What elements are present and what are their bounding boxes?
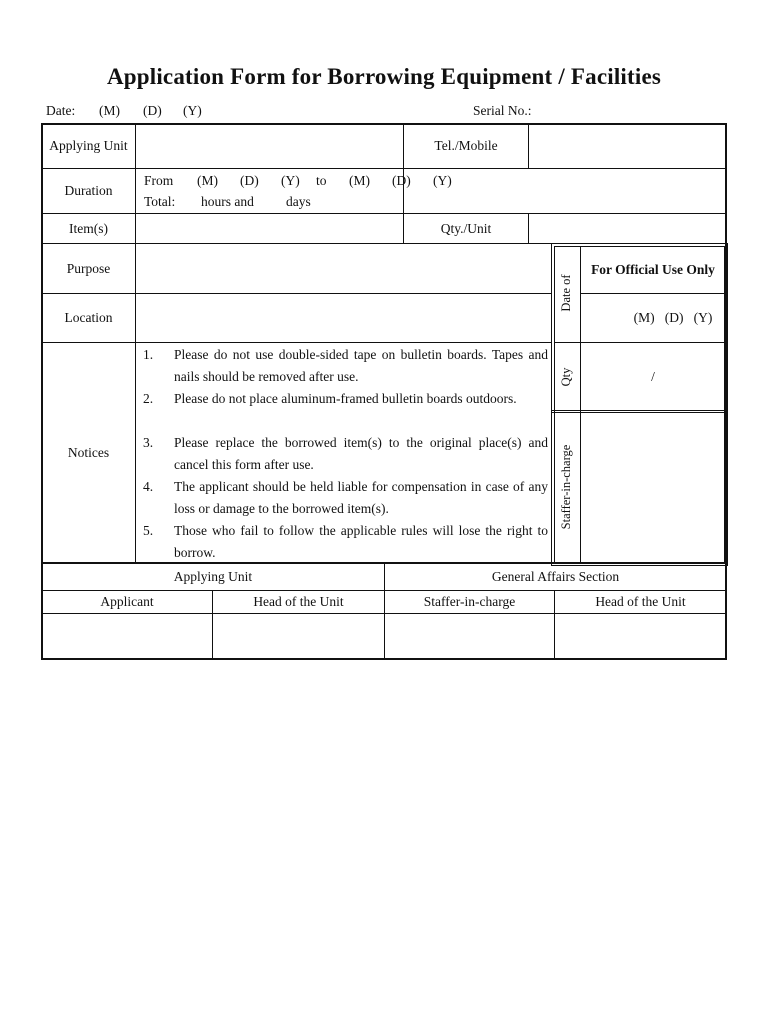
notice-item-1: 1. Please do not use double-sided tape on bulletin boards. Tapes and nails should be removed after use. [143, 347, 548, 384]
total-label: Total: [144, 194, 176, 209]
official-staffer-label: Staffer-in-charge [559, 444, 573, 530]
tel-mobile-field[interactable] [529, 124, 726, 168]
purpose-label: Purpose [66, 260, 111, 276]
to-month: (M) [349, 173, 370, 188]
date-year[interactable]: (Y) [183, 103, 202, 118]
applying-unit-label: Applying Unit [49, 138, 128, 153]
location-field[interactable] [136, 294, 550, 342]
notice-item-2: 2. Please do not place aluminum-framed bulletin boards outdoors. [143, 391, 517, 406]
to-year: (Y) [433, 173, 452, 188]
notice-item-5: 5. Those who fail to follow the applicable rules will lose the right to borrow. [143, 523, 548, 560]
official-date-value[interactable]: (M) (D) (Y) [633, 310, 713, 325]
qty-unit-field[interactable] [529, 214, 726, 243]
sig-head-unit-field-1[interactable] [213, 614, 384, 659]
items-field[interactable] [136, 214, 403, 243]
purpose-field[interactable] [136, 244, 550, 293]
from-month: (M) [197, 173, 218, 188]
duration-field[interactable] [136, 169, 726, 213]
notice-item-4: 4. The applicant should be held liable for compensation in case of any loss or damage to the borrowed item(s). [143, 479, 548, 516]
from-label: From [144, 173, 174, 188]
official-date-label: Date of [559, 274, 573, 312]
sig-head-unit-field-2[interactable] [555, 614, 726, 659]
date-label: Date: [46, 103, 76, 118]
sig-staffer-field[interactable] [385, 614, 554, 659]
official-staffer-field[interactable] [581, 413, 725, 563]
sig-applicant-label: Applicant [100, 594, 154, 609]
to-day: (D) [392, 173, 411, 188]
notices-label: Notices [67, 445, 110, 460]
duration-label: Duration [64, 183, 113, 198]
days-label: days [286, 194, 311, 209]
items-label: Item(s) [69, 220, 108, 236]
from-year: (Y) [281, 173, 300, 188]
qty-unit-label: Qty./Unit [440, 220, 492, 236]
date-day[interactable]: (D) [143, 103, 162, 118]
sig-applicant-field[interactable] [42, 614, 212, 659]
location-label: Location [64, 310, 113, 325]
sig-head-unit-label-1: Head of the Unit [253, 594, 344, 609]
sig-general-affairs: General Affairs Section [491, 569, 620, 584]
hours-and-label: hours and [201, 194, 254, 209]
sig-applying-unit: Applying Unit [173, 569, 253, 584]
date-month[interactable]: (M) [99, 103, 120, 118]
form-title: Application Form for Borrowing Equipment / Facilities [106, 64, 662, 89]
official-qty-label: Qty [559, 367, 573, 387]
notice-item-3: 3. Please replace the borrowed item(s) to the original place(s) and cancel this form after use. [143, 435, 548, 472]
sig-head-unit-label-2: Head of the Unit [595, 594, 686, 609]
tel-mobile-label: Tel./Mobile [434, 138, 498, 153]
to-label: to [316, 173, 327, 188]
applying-unit-field[interactable] [136, 124, 403, 168]
from-day: (D) [240, 173, 259, 188]
official-qty-value[interactable]: / [651, 368, 655, 384]
serial-label: Serial No.: [473, 103, 532, 118]
sig-staffer-label: Staffer-in-charge [423, 594, 516, 609]
official-use-heading: For Official Use Only [591, 262, 715, 277]
